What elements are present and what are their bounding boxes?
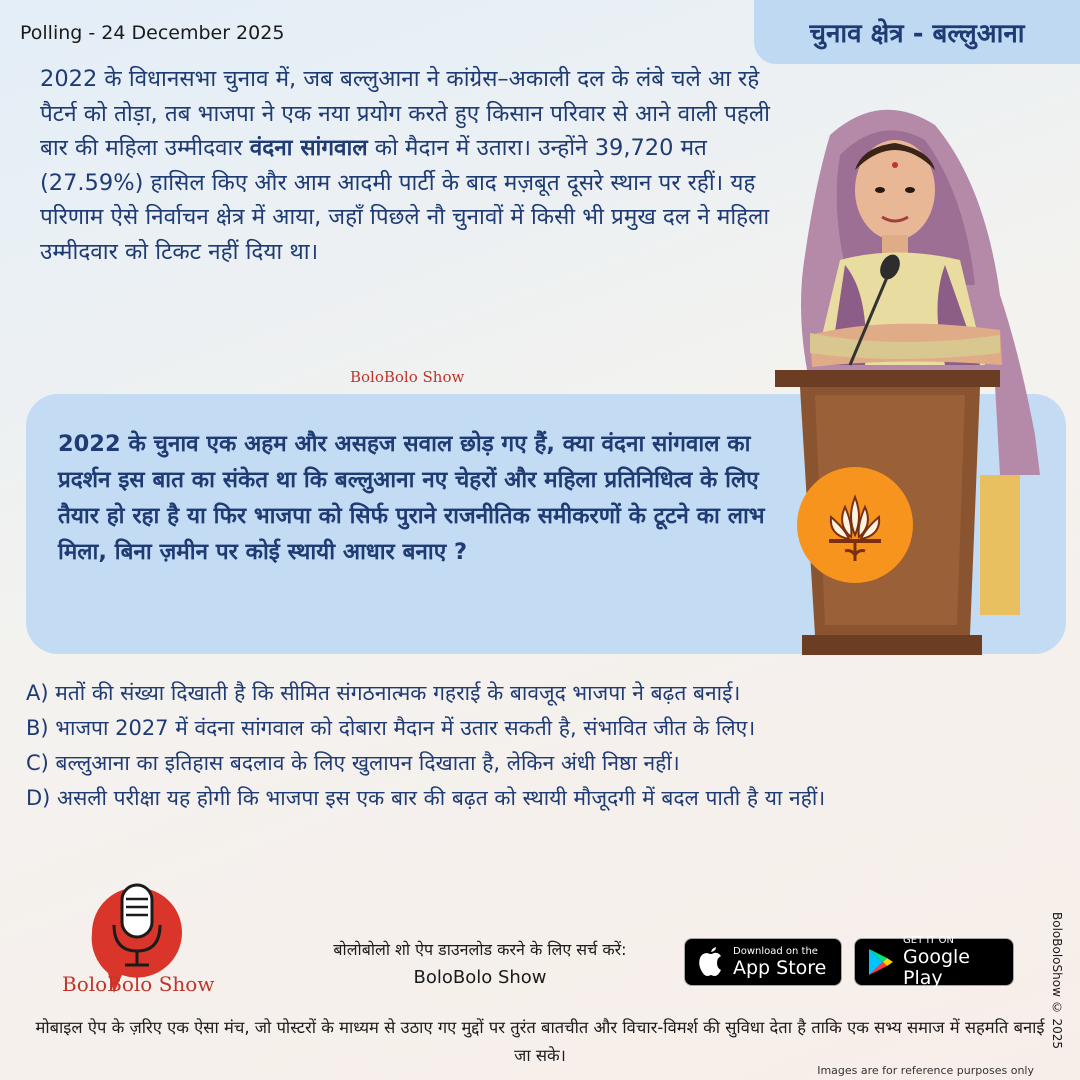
google-play-icon	[867, 947, 895, 977]
app-name: BoloBolo Show	[413, 967, 547, 988]
download-prompt: बोलोबोलो शो ऐप डाउनलोड करने के लिए सर्च करें:	[333, 940, 627, 959]
copyright-text: BoloBoloShow © 2025	[1050, 912, 1064, 1050]
intro-text-1: 2022 के विधानसभा चुनाव में, जब बल्लुआना ने कांग्रेस–अकाली दल के लंबे चले आ रहे पैटर्न को तोड़ा, तब भाजपा ने एक नया प्रयोग करते हुए किसान परिवार से आने वाली पहली बार की महिला उम्मीदवार	[40, 66, 770, 161]
apple-icon	[697, 946, 725, 978]
brand-logo-text: BoloBolo Show	[62, 972, 215, 996]
google-play-small: GET IT ON	[903, 935, 954, 946]
poll-options	[26, 676, 1066, 816]
option-c[interactable]: C) बल्लुआना का इतिहास बदलाव के लिए खुलापन दिखाता है, लेकिन अंधी निष्ठा नहीं।	[26, 751, 680, 775]
download-info	[290, 936, 670, 992]
option-d[interactable]: D) असली परीक्षा यह होगी कि भाजपा इस एक बार की बढ़त को स्थायी मौजूदगी में बदल पाती है या नहीं।	[26, 786, 826, 810]
poll-date: Polling - 24 December 2025	[20, 22, 285, 44]
option-a[interactable]: A) मतों की संख्या दिखाती है कि सीमित संगठनात्मक गहराई के बावजूद भाजपा ने बढ़त बनाई।	[26, 681, 741, 705]
app-store-small: Download on the	[733, 945, 818, 957]
intro-text-2: को मैदान में उतारा। उन्होंने 39,720 मत (27.59%) हासिल किए और आम आदमी पार्टी के बाद मज़बूत दूसरे स्थान पर रहीं। यह परिणाम ऐसे निर्वाचन क्षेत्र में आया, जहाँ पिछले नौ चुनावों में किसी भी प्रमुख दल ने महिला उम्मीदवार को टिकट नहीं दिया था।	[40, 135, 770, 265]
candidate-name: वंदना सांगवाल	[249, 135, 368, 161]
app-store-big: App Store	[733, 956, 827, 979]
google-play-big: Google Play	[903, 946, 971, 989]
constituency-tag: चुनाव क्षेत्र - बल्लुआना	[754, 0, 1080, 64]
intro-paragraph	[40, 62, 800, 269]
poll-question: 2022 के चुनाव एक अहम और असहज सवाल छोड़ गए हैं, क्या वंदना सांगवाल का प्रदर्शन इस बात का संकेत था कि बल्लुआना नए चेहरों और महिला प्रतिनिधित्व के लिए तैयार हो रहा है या फिर भाजपा को सिर्फ पुराने राजनीतिक समीकरणों के टूटने का लाभ मिला, बिना ज़मीन पर कोई स्थायी आधार बनाए ?	[58, 431, 765, 565]
watermark-text: BoloBolo Show	[350, 368, 465, 386]
app-store-button[interactable]	[684, 938, 842, 986]
app-description: मोबाइल ऐप के ज़रिए एक ऐसा मंच, जो पोस्टरों के माध्यम से उठाए गए मुद्दों पर तुरंत बातचीत और विचार-विमर्श की सुविधा देता है ताकि एक सभ्य समाज में सहमति बनाई जा सके।	[35, 1018, 1045, 1065]
disclaimer-text: Images are for reference purposes only	[817, 1064, 1034, 1077]
option-b[interactable]: B) भाजपा 2027 में वंदना सांगवाल को दोबारा मैदान में उतार सकती है, संभावित जीत के लिए।	[26, 716, 756, 740]
woman-at-podium-illustration	[770, 95, 1050, 665]
google-play-button[interactable]	[854, 935, 1014, 989]
